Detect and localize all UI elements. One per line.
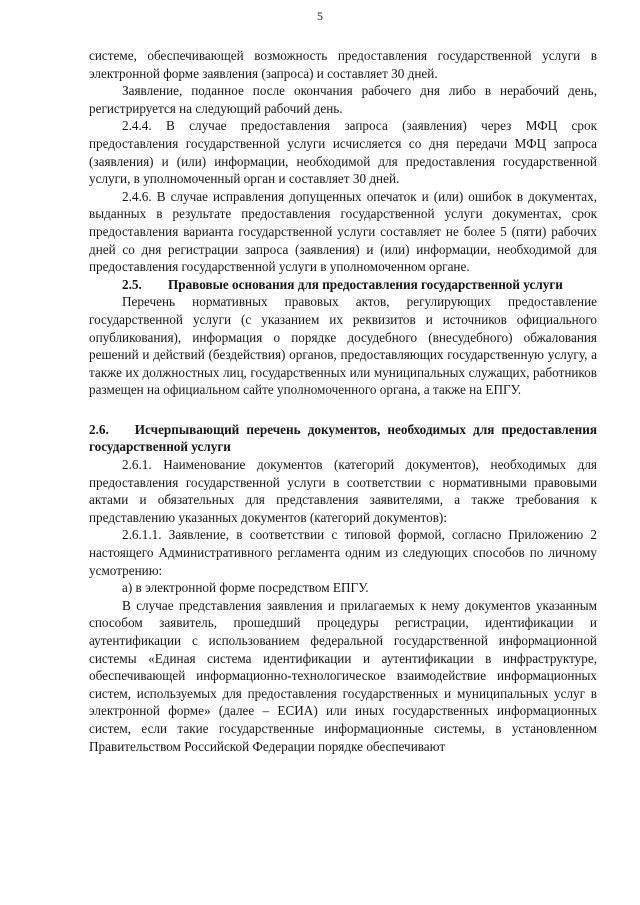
paragraph-legal-acts: Перечень нормативных правовых актов, регулирующих предоставление государственной услуги (с указанием их реквизитов и источников официального опубликования), информация о порядке досудебного (внесудебного) обжалования решений и действий (бездействия) органов, предоставляющих государственную услугу, а также их должностных лиц, государственных или муниципальных служащих, работников размещен на официальном сайте уполномоченного органа, а также на ЕПГУ. bbox=[89, 294, 597, 398]
paragraph-2-4-4: 2.4.4. В случае предоставления запроса (заявления) через МФЦ срок предоставления государственной услуги исчисляется со дня передачи МФЦ запроса (заявления) и (или) информации, необходимой для предоставления государственной услуги, в уполномоченный орган и составляет 30 дней. bbox=[89, 118, 597, 187]
section-number-2-5: 2.5. bbox=[122, 276, 142, 292]
section-number-2-6: 2.6. bbox=[89, 421, 109, 437]
page-number: 5 bbox=[317, 9, 323, 23]
paragraph-2-6-1: 2.6.1. Наименование документов (категорий документов), необходимых для предоставления государственной услуги в соответствии с нормативными правовыми актами и обязательных для представления заявителями, а также требования к представлению указанных документов (категорий документов): bbox=[89, 457, 597, 525]
paragraph-continuation: системе, обеспечивающей возможность предоставления государственной услуги в электронной форме заявления (запроса) и составляет 30 дней. bbox=[89, 48, 597, 81]
paragraph-esia: В случае представления заявления и прилагаемых к нему документов указанным способом заявитель, прошедший процедуры регистрации, идентификации и аутентификации с использованием федеральной государственной информационной системы «Единая система идентификации и аутентификации в инфраструктуре, обеспечивающей информационно-технологическое взаимодействие информационных систем, используемых для предоставления государственных и муниципальных услуг в электронной форме» (далее – ЕСИА) или иных государственных информационных систем, если такие государственные информационные системы, в установленном Правительством Российской Федерации порядке обеспечивают bbox=[89, 597, 597, 754]
paragraph-item-a: а) в электронной форме посредством ЕПГУ. bbox=[122, 580, 369, 596]
paragraph-2-4-6: 2.4.6. В случае исправления допущенных опечаток и (или) ошибок в документах, выданных в результате предоставления государственной услуги документах, срок предоставления варианта государственной услуги составляет не более 5 (пяти) рабочих дней со дня регистрации запроса (заявления) и (или) информации, необходимой для предоставления государственной услуги в уполномоченном органе. bbox=[89, 188, 597, 275]
document-body bbox=[89, 47, 597, 755]
section-heading-2-6 bbox=[89, 421, 597, 456]
paragraph-2-6-1-1: 2.6.1.1. Заявление, в соответствии с типовой формой, согласно Приложению 2 настоящего Административного регламента одним из следующих способов по личному усмотрению: bbox=[89, 527, 597, 578]
section-title-2-6: Исчерпывающий перечень документов, необходимых для предоставления государственной услуги bbox=[89, 421, 597, 455]
section-title-2-5: Правовые основания для предоставления государственной услуги bbox=[168, 276, 563, 292]
section-heading-2-5 bbox=[89, 276, 597, 294]
paragraph-registration: Заявление, поданное после окончания рабочего дня либо в нерабочий день, регистрируется на следующий рабочий день. bbox=[89, 83, 597, 116]
